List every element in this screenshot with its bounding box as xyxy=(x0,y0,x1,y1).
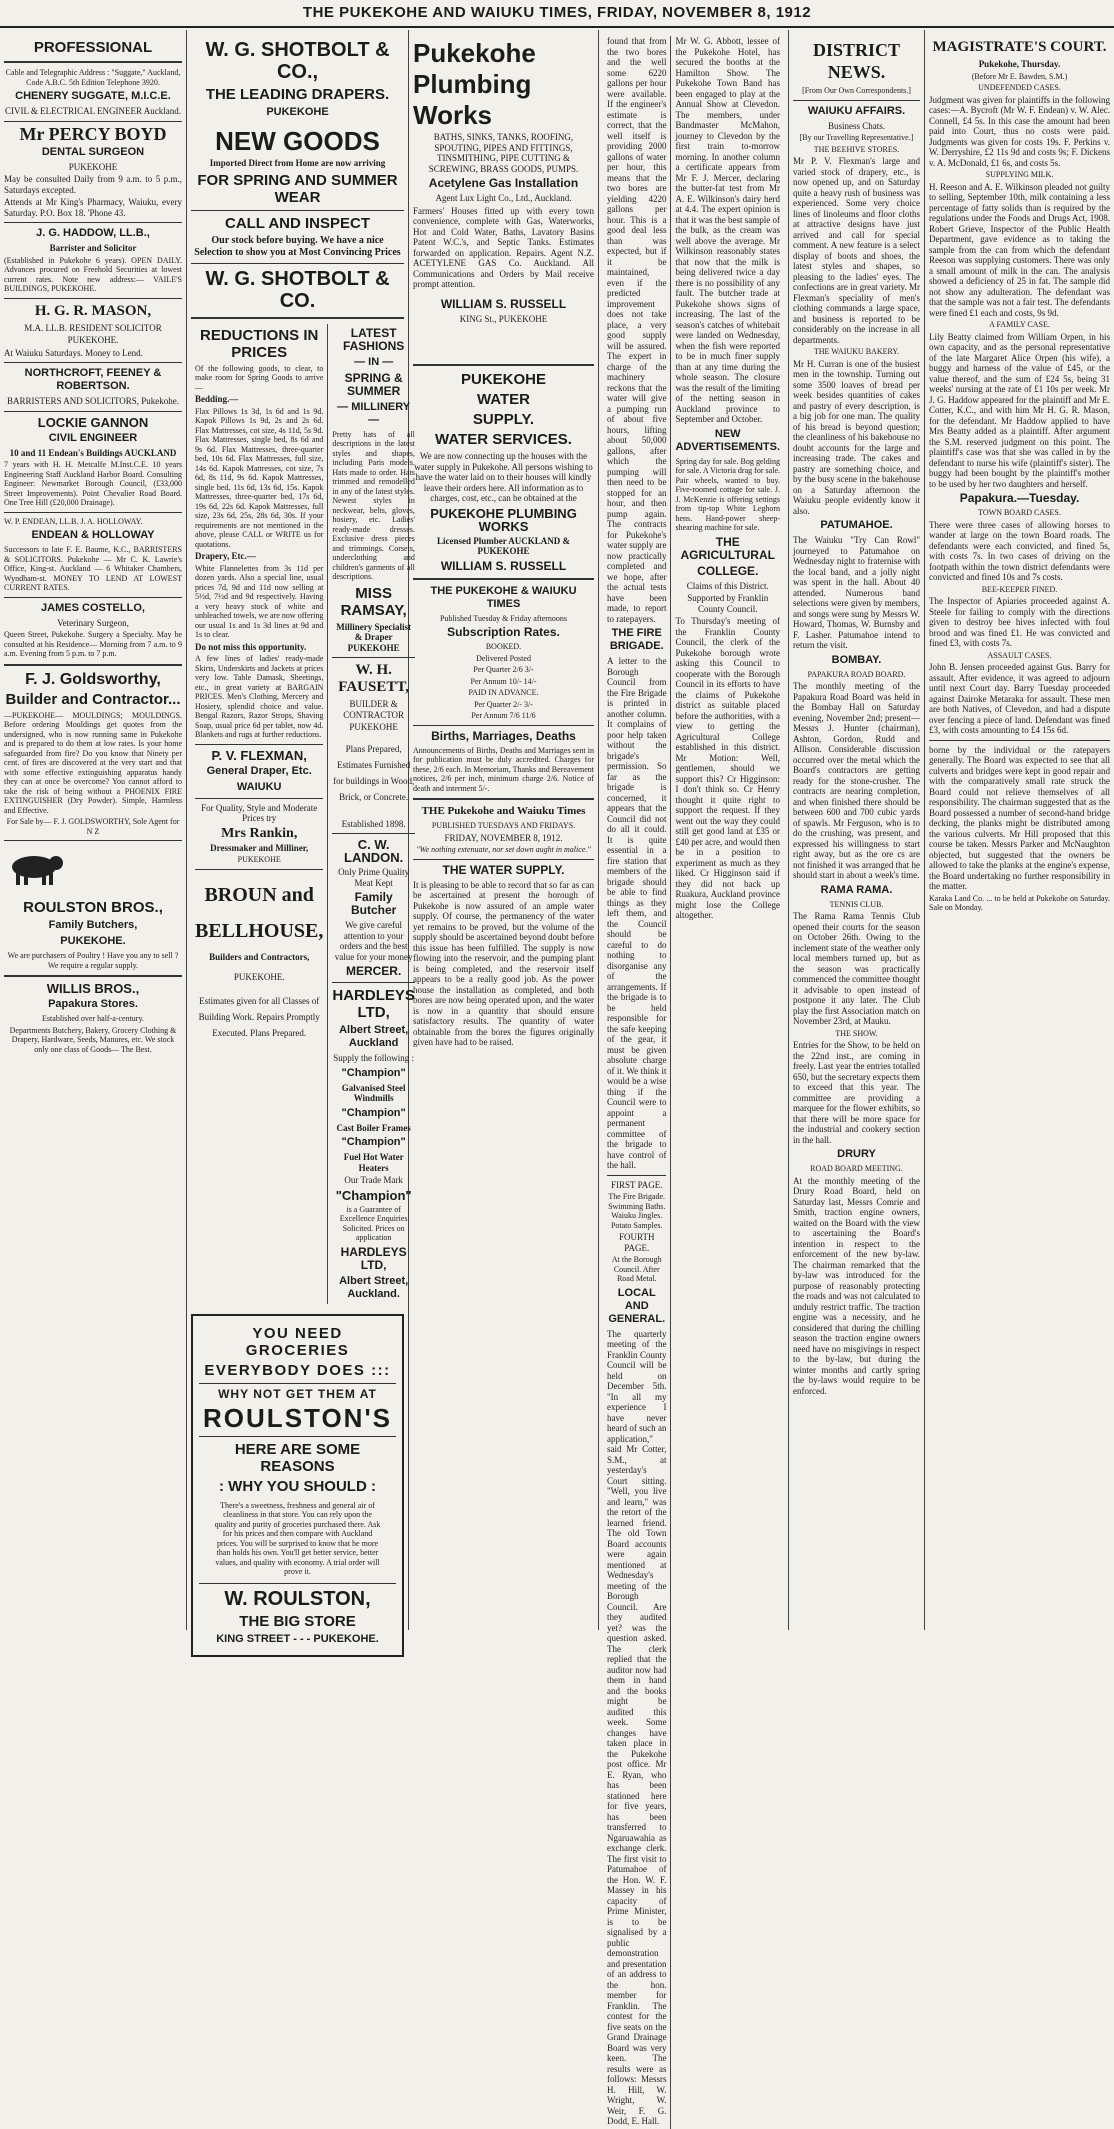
ad-text: There's a sweetness, freshness and general air of cleanliness in that store. You can rely upon the quality and purity of groceries purchased there. Ask for his prices and then compare with Auckland prices. You will be surprised to know that he more than holds his own. You'll get better service, better values, and quality with economy. A trial order will prove it. xyxy=(214,1500,381,1576)
ad-title: Papakura Stores. xyxy=(48,998,138,1010)
divider xyxy=(793,100,920,101)
ad-text: (Established in Pukekohe 6 years). OPEN DAILY. Advances procured on Freehold Securities at lowest current rates. Note new address:— VAILE'S BUILDINGS, PUKEKOHE. xyxy=(4,255,182,293)
news-columns xyxy=(603,36,784,2129)
article-subhead: UNDEFENDED CASES. xyxy=(978,83,1061,92)
ad-text: Galvanised Steel Windmills xyxy=(341,1082,406,1103)
news-left xyxy=(603,36,671,2129)
contents-heading: FIRST PAGE. xyxy=(610,1179,663,1190)
ad-title: Builders and Contractors, xyxy=(209,951,310,962)
ad-title: THE LEADING DRAPERS. xyxy=(205,86,390,103)
births-text: Announcements of Births, Deaths and Marriages sent in for publication must be duly accredited. Charges for these, 2/6 each. In Memoriam, Thanks and Bereavement notices, 2/6 per inch, minimum charge 2/6. Notice of death and interment 5/-. xyxy=(413,745,594,793)
divider xyxy=(199,1383,396,1384)
article-text: Entries for the Show, to be held on the 22nd inst., are coming in freely. Last year the entries totalled 650, but the secretary expects them to exceed that this year. The committee are providing a marquee for the flower exhibits, so that there will be more space for the industrial and cookery section in the hall. xyxy=(793,1040,920,1145)
ad-text: White Flannelettes from 3s 11d per dozen yards. Also a special line, usual prices 7d, 9d and 11d now selling at 5½d, 7½d and 9d respectively. Having a very heavy stock of white and unbleached towels, we are now offering our usual 1s and 1s 3d lines at 9d and 1s to clear. xyxy=(195,563,324,639)
ad-name: WILLIAM S. RUSSELL xyxy=(440,296,567,311)
divider xyxy=(195,869,323,870)
column-professional xyxy=(0,34,186,1630)
ad-headline: HERE ARE SOME REASONS xyxy=(234,1440,361,1475)
divider xyxy=(929,740,1110,741)
ad-name: HARDLEYS LTD, xyxy=(332,987,415,1021)
ad-product: "Champion" xyxy=(341,1066,406,1079)
ad-text: —PUKEKOHE— MOULDINGS; MOULDINGS. Before ordering Mouldings get quotes from the undersigned, who is now running same in Pukekohe and is prepared to do them at low rates. Is your home safeguarded from fire? Do you know that Ninety per cent. of fires are discovered at the very start and that with some effective extinguishing apparatus handy they can at once be overcome? You cannot afford to take the risk of being without a PHOENIX FIRE EXTINGUISHER (Dry Powder). Simple, Harmless and Effective. xyxy=(4,710,182,815)
article-heading: DRURY xyxy=(837,1148,876,1160)
divider xyxy=(332,982,415,983)
article-text: The quarterly meeting of the Franklin County Council will be held on December 5th. "In all my experience I have never heard of such an application," said Mr Cotter, S.M., at yesterday's Court sitting. "Well, you live and learn," was the retort of the learned friend. The old Town Board accounts were again mentioned at Wednesday's meeting of the Borough Council. Are they audited yet? was the question asked. The clerk replied that the auditor now had them in hand and the books might be audited this week. Some changes have taken place in the Pukekohe post office. Mr E. Ryan, who has been stationed here for five years, has been transferred to Ngaruawahia as exchange clerk. The first visit to Patumahoe of the Hon. W. F. Massey in his capacity of Prime Minister, is to be signalised by a public demonstration and presentation of an address to the hon. member for Franklin. The contest for the five seats on the Grand Drainage Board was very keen. The results were as follows: Messrs H. Hill, W. Wright, W. Weir, F. G. Dodd, E. Hall. xyxy=(607,1328,667,2126)
rates-text: Per Quarter 2/- 3/- xyxy=(474,699,533,709)
ad-subhead: Bedding.— xyxy=(195,394,239,404)
article-heading: PATUMAHOE. xyxy=(820,519,893,531)
rates-text: Per Annum 10/- 14/- xyxy=(470,676,537,686)
divider xyxy=(4,362,182,363)
article-subhead: THE SHOW. xyxy=(835,1028,878,1038)
divider xyxy=(332,657,415,658)
newspaper-text: PUBLISHED TUESDAYS AND FRIDAYS. xyxy=(431,821,576,830)
issue-date: FRIDAY, NOVEMBER 8, 1912. xyxy=(444,832,563,843)
ad-text: Successors to late F. E. Baume, K.C., BARRISTERS & SOLICITORS. Pukekohe — Mr C. K. Lawrie's Office, King-st. Auckland — 6 Whitaker Chambers, Wyndham-st. MONEY TO LEND AT LOWEST CURRENT RATES. xyxy=(4,545,182,592)
section-heading: MAGISTRATE'S COURT. xyxy=(932,39,1107,55)
ad-text: Queen Street, Pukekohe. Surgery a Specialty. May be consulted at his Residence— Morning from 7 a.m. to 9 a.m. Evening from 5 p.m. to 7 p.m. xyxy=(4,630,182,658)
article-text: John B. Jensen proceeded against Gus. Barry for assault. After evidence, it was agreed to adjourn until next Court day. Barry Tuesday proceeded against Dairoke Metaraka for assault. These men are both Natives, of Clevedon, and had a dispute over fencing a piece of land. Defendant was fined £3, with costs amounting to £4 15s 6d. xyxy=(929,662,1110,735)
ad-headline: SPRING & SUMMER xyxy=(344,370,403,398)
article-subhead: A FAMILY CASE. xyxy=(989,320,1050,329)
ad-name: ENDEAN & HOLLOWAY xyxy=(31,529,155,541)
ad-name: LOCKIE GANNON xyxy=(37,414,149,430)
ad-text: We are purchasers of Poultry ! Have you any to sell ? We require a regular supply. xyxy=(7,951,179,970)
ad-name: PUKEKOHE PLUMBING WORKS xyxy=(430,505,577,534)
reductions-ad xyxy=(191,324,328,1304)
ad-name: ROULSTON BROS., xyxy=(23,899,163,916)
column-drapers xyxy=(187,34,415,1645)
ad-headline: REDUCTIONS IN PRICES xyxy=(200,326,319,361)
ad-name: MISS RAMSAY, xyxy=(340,584,407,619)
ad-headline: ROULSTON'S xyxy=(203,1402,392,1433)
article-text: found that from the two bores and the well some 6220 gallons per hour were available. If the engineer's estimate is correct, that the well itself is providing 2000 gallons of water per hour, this means that the two bores are yielding 4220 gallons per hour. This is a good deal less than was expected, but if it be maintained, even if the predicted improvement does not take place, a very good supply will be assured. The expert in charge of the machinery reckons that the water will give a pumping run of about five hours, lifting about 50,000 gallons, after which the pumping will then need to be stopped for an hour, and then pump again. The contracts for Pukekohe's water supply are now practically completed and we hope, after the actual tests have been made, to report to ratepayers. xyxy=(607,36,667,624)
ad-headline: — IN — xyxy=(354,355,394,368)
ad-title: Albert Street, Auckland. xyxy=(339,1274,409,1300)
ad-name: NORTHCROFT, FEENEY & ROBERTSON. xyxy=(24,367,162,392)
divider xyxy=(413,364,594,366)
ad-title: Veterinary Surgeon, xyxy=(57,617,129,628)
divider xyxy=(199,1436,396,1437)
fashions-ad xyxy=(328,324,419,1304)
ad-title: Barrister and Solicitor xyxy=(49,243,137,253)
ad-place: KING STREET - - - PUKEKOHE. xyxy=(216,1632,379,1645)
divider xyxy=(413,725,594,726)
article-text: H. Reeson and A. E. Wilkinson pleaded not guilty to selling, September 10th, milk containing a less percentage of fatty solids than is required by the regulations under the Foods and Drugs Act, 1908. Robert Grieve, Inspector of the Public Health Department, gave evidence as to taking the sample from the can from which the defendant Reeson was supplying customers. There was only a small amount of milk in the can. The analysis showed a deficiency of 25 in fat. The sample did not show any adulteration. The defendant was that the sample was not a fair test. The defendants were fined £1 each and costs, 9s 9d. xyxy=(929,181,1110,318)
ad-text: CIVIL & ELECTRICAL ENGINEER Auckland. xyxy=(4,106,182,116)
ad-text: A few lines of ladies' ready-made Skirts, Underskirts and Jackets at prices very low. Table Damask, Sheetings, etc., in great variety at BARGAIN PRICES. Men's Clothing, Mercery and Hosiery, splendid choice and value. Bengal Razors, Razor Strops, Shaving Soap, usual price 6d per tablet, now 4d. Blankets and rugs at further reductions. xyxy=(195,654,324,739)
column-court xyxy=(925,34,1114,1630)
article-subhead: (Before Mr E. Bawden, S.M.) xyxy=(971,71,1068,81)
ad-place: PUKEKOHE. xyxy=(233,972,285,982)
divider xyxy=(4,298,182,299)
ad-name: Plumbing xyxy=(413,69,532,99)
article-subhead: Pukekohe, Thursday. xyxy=(978,59,1061,69)
ad-title: THE BIG STORE xyxy=(239,1612,356,1630)
ad-title: DENTAL SURGEON xyxy=(41,145,145,158)
divider xyxy=(191,263,404,264)
ad-product: "Champion" xyxy=(341,1136,406,1148)
ad-name: BROUN and xyxy=(204,883,314,906)
divider xyxy=(4,840,182,841)
ad-text: BARRISTERS AND SOLICITORS, Pukekohe. xyxy=(6,396,180,406)
ad-text: Pretty hats of all descriptions in the latest styles and shapes, including Paris models. Hats made to order. Hats trimmed and remodelled in any of the latest styles. Newest styles in neckwear, belts, gloves, hosiery, etc. Ladies' ready-made dresses. Exclusive dress pieces and trimmings. Corsets, underclothing and children's garments of all descriptions. xyxy=(332,429,415,581)
ad-text: Of the following goods, to clear, to make room for Spring Goods to arrive— xyxy=(195,363,324,392)
ad-text: We give careful attention to your orders and the best value for your money xyxy=(334,920,413,962)
ad-text: Established over half-a-century. xyxy=(42,1014,144,1023)
divider xyxy=(413,859,594,860)
article-text: Mr H. Curran is one of the busiest men in the township. Turning out some 3500 loaves of bread per week besides quantities of cakes and pastry of every description, is a big job for one man. The quality of his bread is beyond question; the cleanliness of his bakehouse no doubt accounts for the large and increasing trade. The cakes and pastry are something choice, and by the busy scene in the bakehouse on a Saturday afternoon the Waiuku people evidently know it also. xyxy=(793,358,920,516)
rates-text: Delivered Posted xyxy=(476,653,531,663)
section-heading: DISTRICT NEWS. xyxy=(812,40,901,82)
article-subhead: Claims of this District. xyxy=(686,580,769,591)
ad-name: SUPPLY. xyxy=(472,411,535,428)
ad-place: PUKEKOHE xyxy=(266,106,329,118)
ad-headline: EVERYBODY DOES ::: xyxy=(204,1361,391,1379)
article-subhead: ASSAULT CASES. xyxy=(987,650,1052,660)
ad-name: Pukekohe xyxy=(413,38,536,68)
ad-title: CIVIL ENGINEER xyxy=(48,431,138,444)
article-text: The monthly meeting of the Papakura Road Board was held in the Bombay Hall on Saturday evening, November 2nd; present—Messrs J. Hunter (chairman), Ashton, Gordon, Rudd and Allison. Considerable discussion occurred over the metal which the Board's contractors are getting ready for the stone-crusher. The contracts are nearing completion, and when finished there should be between 600 and 700 cubic yards of spawls. Mr Ferguson, who is to do the crushing, was present, and expressed his willingness to start right away, but as the ore cs are not finished it was arranged that he should start in about a week's time. xyxy=(793,681,920,880)
ad-name: WILLIAM S. RUSSELL xyxy=(440,558,567,573)
article-subhead: THE WAIUKU BAKERY. xyxy=(813,347,900,356)
ad-text: Supply the following : xyxy=(333,1053,415,1063)
ad-text: Fuel Hot Water Heaters xyxy=(343,1152,404,1173)
newspaper-title: THE Pukekohe and Waiuku Times xyxy=(421,805,586,817)
bull-icon xyxy=(4,849,66,887)
ad-headline: YOU NEED GROCERIES xyxy=(245,1324,350,1359)
ad-name: C. W. LANDON. xyxy=(344,837,404,865)
subscription-heading: Subscription Rates. xyxy=(447,625,560,639)
ad-name: W. G. SHOTBOLT & CO. xyxy=(205,267,390,312)
article-subhead: [By our Travelling Representative.] xyxy=(799,133,914,142)
ad-text: BATHS, SINKS, TANKS, ROOFING, SPOUTING, PIPES AND FITTINGS, TINSMITHING, PIPE CUTTING & SCREWING, BRASS GOODS, PUMPS. xyxy=(428,132,579,174)
rates-text: Per Quarter 2/6 3/- xyxy=(473,665,534,674)
ad-text: PUKEKOHE. xyxy=(67,335,119,345)
rates-text: BOOKED. xyxy=(485,642,522,651)
contents-heading: FOURTH PAGE. xyxy=(619,1232,655,1253)
ad-headline: WHY NOT GET THEM AT xyxy=(218,1386,377,1401)
ad-title: Builder and Contractor... xyxy=(5,690,181,708)
ad-text: Cable and Telegraphic Address : "Suggate," Auckland, Code A.B.C. 5th Edition Telephone 3920. xyxy=(5,68,181,87)
ad-text: We are now connecting up the houses with the water supply in Pukekohe. All persons wishing to have the water laid on to their houses will kindly leave their orders here. All information as to charges, cost, etc., can be obtained at the xyxy=(414,451,593,503)
article-heading: WAIUKU AFFAIRS. xyxy=(807,104,906,117)
divider xyxy=(4,121,182,122)
ad-text: Plans Prepared, Estimates Furnished for buildings in Wood, Brick, or Concrete. xyxy=(333,743,415,802)
masthead: THE PUKEKOHE AND WAIUKU TIMES, FRIDAY, NOVEMBER 8, 1912 xyxy=(0,0,1114,28)
ad-name: H. G. R. MASON, xyxy=(34,302,152,319)
article-heading: Papakura.—Tuesday. xyxy=(959,491,1080,505)
ad-name: W. G. SHOTBOLT & CO., xyxy=(205,39,390,83)
roulston-groceries-ad xyxy=(191,1314,404,1657)
article-subhead: THE BEEHIVE STORES. xyxy=(813,144,900,154)
article-text: There were three cases of allowing horses to wander at large on the town Board roads. The defendants were each convicted, and fined 5s, with costs 7s. In two cases of driving on the footpath within the town district defendants were convicted and fined 10s and 7s costs. xyxy=(929,519,1110,582)
ad-headline: WATER SERVICES. xyxy=(435,431,572,448)
column-plumbing xyxy=(409,34,598,1630)
article-heading: LOCAL AND GENERAL. xyxy=(608,1286,666,1325)
ad-text: Farmers' Houses fitted up with every town convenience, complete with Gas, Waterworks, Hot and Cold Water, Baths, Lavatory Basins Patent W.C.'s, and Septic Tanks. Estimates forwarded on application. Repairs. Agent N.Z. ACETYLENE GAS Co. Auckland. All Communications and Orders by Mail receive prompt attention. xyxy=(413,205,594,289)
article-text: borne by the individual or the ratepayers generally. The Board was expected to see that all culverts and bridges were kept in good repair and with the comparatively small rate struck the Board could not relieve themselves of all responsibility. The chairman suggested that as the Board possessed a number of second-hand bridge decking, the planks might be distributed among the various culverts. Mr Hill proposed that this course be taken. Messrs Parker and McNaughton objected, but suggested that the owners be allowed to take the planks at the engine's expense, the Board undertaking no further responsibility in the matter. xyxy=(929,744,1110,891)
ad-place: PUKEKOHE xyxy=(349,722,398,732)
contents-text: At the Borough Council. After Road Metal. xyxy=(611,1255,662,1283)
divider xyxy=(4,664,182,666)
ad-headline: FOR SPRING AND SUMMER WEAR xyxy=(197,171,398,206)
ad-name: CHENERY SUGGATE, M.I.C.E. xyxy=(15,90,171,102)
ad-subhead: Drapery, Etc.— xyxy=(195,551,256,561)
rates-text: Per Annum 7/6 11/6 xyxy=(471,711,536,720)
ad-name: WILLIS BROS., xyxy=(46,981,140,996)
ad-name: HARDLEYS LTD, xyxy=(340,1244,407,1272)
ad-text: W. P. ENDEAN, LL.B. J. A. HOLLOWAY. xyxy=(4,516,143,526)
ad-text: Only Prime Quality Meat Kept xyxy=(338,867,410,888)
ad-product: "Champion" xyxy=(335,1187,412,1203)
ad-name: Works xyxy=(413,100,492,130)
ad-headline: : WHY YOU SHOULD : xyxy=(219,1477,376,1495)
divider xyxy=(413,798,594,800)
divider xyxy=(332,833,415,834)
ad-title: Dressmaker and Milliner, xyxy=(210,842,309,853)
ad-text: Our stock before buying. We have a nice Selection to show you at Most Convincing Prices xyxy=(194,234,401,258)
article-text: The Inspector of Apiaries proceeded against A. Steele for failing to comply with the directions given to destroy bee hives infected with foul brood and was fined £1. He was convicted and fined £3, with costs 7s. xyxy=(929,596,1110,648)
motto: "We nothing extenuate, nor set down aught in malice." xyxy=(416,845,591,854)
article-heading: THE WATER SUPPLY. xyxy=(442,862,565,877)
ad-name: BELLHOUSE, xyxy=(195,919,324,942)
article-text: The Waiuku "Try Can Rowl" journeyed to Patumahoe on Wednesday night to fraternise with the local band, and a jolly night was spent in the hall. About 40 attended. Numerous band selections were given by members, and songs were sung by Messrs W. Howard, Thomas, W. Burnsby and F. Lasher. Patumahoe intend to return the visit. xyxy=(793,535,920,650)
article-text: Karaka Land Co. ... to be held at Pukekohe on Saturday. Sale on Monday. xyxy=(929,893,1110,912)
ad-headline: CALL AND INSPECT xyxy=(224,214,370,232)
ad-text: KING St., PUKEKOHE xyxy=(459,313,548,324)
section-heading: PROFESSIONAL xyxy=(33,39,153,56)
ad-place: PUKEKOHE. xyxy=(60,935,126,947)
news-right xyxy=(671,36,784,2129)
article-heading: COLLEGE. xyxy=(697,563,759,578)
ad-name: W. ROULSTON, xyxy=(224,1587,371,1610)
article-subhead: Supported by Franklin County Council. xyxy=(687,593,769,614)
ad-headline: Acetylene Gas Installation xyxy=(428,176,579,190)
ad-product: "Champion" xyxy=(341,1106,406,1119)
ad-text: Attends at Mr King's Pharmacy, Waiuku, every Saturday. P.O. Box 18. 'Phone 43. xyxy=(4,197,182,218)
ad-name: PUKEKOHE xyxy=(460,371,546,388)
article-heading: RAMA RAMA. xyxy=(820,883,893,896)
divider xyxy=(4,597,182,598)
article-subhead: Business Chats. xyxy=(827,120,885,131)
ad-name: WATER xyxy=(476,391,531,408)
article-heading: THE AGRICULTURAL xyxy=(680,534,775,562)
article-subhead: BEE-KEEPER FINED. xyxy=(981,584,1058,594)
ad-name: J. G. HADDOW, LL.B., xyxy=(36,227,150,239)
column-district-news xyxy=(789,34,924,1630)
divider xyxy=(191,317,404,319)
article-subhead: SUPPLYING MILK. xyxy=(985,170,1054,179)
article-subhead: TENNIS CLUB. xyxy=(829,899,884,909)
ad-text: Established 1898. xyxy=(341,818,406,829)
divider xyxy=(195,744,323,745)
divider xyxy=(4,222,182,223)
article-subhead: ROAD BOARD MEETING. xyxy=(810,1164,903,1173)
ad-text: Agent Lux Light Co., Ltd., Auckland. xyxy=(435,193,572,203)
ad-text: Imported Direct from Home are now arriving xyxy=(209,158,386,168)
divider xyxy=(4,411,182,412)
ad-text: 10 and 11 Endean's Buildings AUCKLAND xyxy=(9,447,177,458)
ad-text: 7 years with H. H. Metcalfe M.Inst.C.E. 10 years Engineering Staff Auckland Harbor Board. Consulting Engineer: Newmarket Borough Council, (£33,000 Street Improvements). Point Chevalier Road Board. One Tree Hill (£20,000 Drainage). xyxy=(4,460,182,507)
article-subhead: TOWN BOARD CASES. xyxy=(978,508,1061,517)
article-text: A letter to the Borough Council from the Fire Brigade is printed in another column. It complains of poor help taken without the brigade's permission. So far as the brigade is concerned, it appears that the Council did not do all it could. It is quite essential in a fire station that members of the brigade should be able to find things as they left them, and the Council should be careful to do nothing to disorganise any of the arrangements. If the brigade is to be held responsible for the safe keeping of the gear, it must be given absolute charge of it. We think it would be a wise thing if the Council were to appoint a permanent committee of the brigade to have control of the hall. xyxy=(607,656,667,1170)
ad-title: General Draper, Etc. xyxy=(206,764,312,777)
ad-place: WAIUKU xyxy=(236,780,282,793)
divider xyxy=(4,512,182,513)
ad-text: For Sale by— F. J. GOLDSWORTHY, Sole Agent for N Z xyxy=(6,817,180,836)
divider xyxy=(4,975,182,977)
contents-text: The Fire Brigade. Swimming Baths. Waiuku Jingles. Potato Samples. xyxy=(608,1192,666,1230)
ad-title: BUILDER & CONTRACTOR xyxy=(343,699,405,720)
rates-text: PAID IN ADVANCE. xyxy=(468,688,539,697)
ad-text: Cast Boiler Frames xyxy=(336,1122,411,1133)
ad-title: Albert Street, Auckland xyxy=(339,1024,409,1049)
divider xyxy=(195,798,323,799)
divider xyxy=(413,578,594,580)
article-text: The Rama Rama Tennis Club opened their courts for the season on October 26th. Owing to the inclement state of the weather only local members turned up, but as the season was practically commenced the committee thought it advisable to open instead of postpone it any later. The Club play the first Association match on November 23rd, at Mauku. xyxy=(793,911,920,1026)
ad-headline: NEW GOODS xyxy=(215,126,380,156)
ad-title: M.A. LL.B. RESIDENT SOLICITOR xyxy=(24,322,162,333)
ad-name: JAMES COSTELLO, xyxy=(41,601,145,614)
article-heading: THE FIRE BRIGADE. xyxy=(609,627,664,652)
article-text: At the monthly meeting of the Drury Road Board, held on Saturday last, Messrs Comrie and Smith, traction engine owners, waited on the Board with the view to ascertaining the Board's intention in respect to the enforcement of the new by-law. The chairman remarked that the by-law was introduced for the purpose of reasonably protecting the roads and was not calculated to unduly restrict traffic. The traction engine was a necessity, and he considered that during the chilling season the traction engine owners need have no misgivings in respect to the by-law, but during the winter months and cartly spring the by-laws would require to be enforced. xyxy=(793,1175,920,1396)
ad-text: PUKEKOHE xyxy=(68,161,118,172)
ad-text: May be consulted Daily from 9 a.m. to 5 p.m., Saturdays excepted. xyxy=(4,174,182,195)
ad-name: Mrs Rankin, xyxy=(221,825,298,841)
ad-place: MERCER. xyxy=(345,964,402,978)
column-local-news xyxy=(599,34,788,2126)
ad-title: Family Butchers, xyxy=(48,919,138,931)
section-subhead: [From Our Own Correspondents.] xyxy=(802,86,911,95)
article-text: Mr W. G. Abbott, lessee of the Pukekohe Hotel, has secured the booths at the Hamilton Show. The Pukekohe Town Band has been engaged to play at the Annual Show at Clevedon. The members, under Bandmaster McMahon, journey to Clevedon by the first train to-morrow morning. In another column a certificate appears from Mr F. J. Mercer, declaring the butter-fat test from Mr A. E. Wilkinson's dairy herd at 4.4. The expert opinion is that it was the best sample of the bulk, as the cream was well above the average. Mr Wilkinson reasonably states that now that the milk is being delivered twice a day there is no possibility of any fault. The butcher trade at Pukekohe shows signs of increasing. The last of the season's catches of whitebait were landed on Wednesday, when the fish were reported to be in much finer supply than at any time during the whole season. The closure was the result of the limiting of the netting season in Auckland province to September and October. xyxy=(675,36,780,424)
ad-text: is a Guarantee of Excellence Enquiries Solicited. Prices on application xyxy=(339,1204,408,1242)
article-text: Spring day for sale. Bog gelding for sale. A Victoria drag for sale. Pair wheels, wanted to buy. Five-roomed cottage for sale. J. J. McKenzie is offering settings from tip-top White Leghorn hens. Hand-power sheep-shearing machine for sale. xyxy=(675,456,780,532)
article-text: Mr P. V. Flexman's large and varied stock of drapery, etc., is now opened up, and on Saturday quite a heavy rush of business was experienced. Some very choice lines of linoleums and floor cloths at attractive designs have just arrived and call for special comment. A new feature is a select display of boots and shoes, the latest styles and shapes, so pleasing to the ladies' eyes. The confections are in great variety. Mr Flexman's speciality of men's clothing commands a large space, and business is reported to be considerably on the increase in all departments. xyxy=(793,156,920,345)
ad-text: At Waiuku Saturdays. Money to Lend. xyxy=(4,347,143,358)
ad-text: For Quality, Style and Moderate Prices try xyxy=(201,802,318,823)
ad-title: Millinery Specialist & Draper PUKEKOHE xyxy=(336,621,412,653)
article-text: It is pleasing to be able to record that so far as can be ascertained at present the borough of Pukekohe is now assured of an ample water supply. Of course, the permanency of the water yet remains to be proved, but the volume of the supply should be ascertained beyond doubt before this issue has been fulfilled. The supply is now flowing into the reservoir, and the pumping plant is being completed, and the reservoir itself appears to be a really good job. As the power house the installation as completed, and both bores are now being operated upon, and the water is now in a quantity that should ensure satisfactory results. The quantity of water obtainable from the bores the figures originally given have had to be raised. xyxy=(413,879,594,1047)
ad-name: F. J. Goldsworthy, xyxy=(25,670,161,688)
ad-text: Departments Butchery, Bakery, Grocery Clothing & Drapery, Hardware, Seeds, Manures, etc. We stock only one class of Goods— The Best. xyxy=(9,1025,177,1054)
article-text: To Thursday's meeting of the Franklin County Council, the clerk of the Pukekohe borough wrote asking this Council to cooperate with the Borough Council in its efforts to have the claims of Pukekohe district as suitable placed before the authorities, with a view to getting the Agricultural College established in this district. Mr Motion: Well, gentlemen, should we support this? Cr Higginson: I don't think so. Cr Henry thought it quite right to support the request. If they went out the way they could still get good land at £35 or £40 per acre, and would then be in a position to experiment as much as they liked. Cr Higginson said if they did not back up Ruakura, Auckland province might lose the College altogether. xyxy=(675,616,780,920)
ad-text: Flax Pillows 1s 3d, 1s 6d and 1s 9d. Kapok Pillows 1s 9d, 2s and 2s 6d. Flax Mattresses, cot size, 4s 11d, 5s 9d. Flax Mattresses, single bed, 8s 6d and 9s 6d. Flax Mattresses, three-quarter bed, 10s 6d. Flax Mattresses, full size, 14s 6d. Kapok Mattresses, cot size, 7s 6d, 8s 11d, 9s 6d. Kapok Mattresses, single bed, 11s 6d, 13s 6d, 15s. Kapok Mattresses, three-quarter bed, 17s 6d, 19s 6d, 22s 6d. Kapok Mattresses, full size, 23s 6d, 25s, 28s 6d, 30s. If your requirements are not mentioned in the above, please CALL or WRITE us for quotations. xyxy=(195,406,324,549)
divider xyxy=(199,1583,396,1584)
article-heading: NEW ADVERTISEMENTS. xyxy=(675,427,780,453)
ad-name: Mr PERCY BOYD xyxy=(19,123,167,144)
article-text: Lily Beatty claimed from William Orpen, in his own capacity, and as the personal representative of the late Margaret Alice Orpen (his wife), a buggy and harness of the value of £45, or the value thereof, and the sum of £24 5s, being 31 weeks' nursing at the rate of £1 10s per week. Mr J. G. Haddow appeared for the plaintiff and Mr E. Cotter, K.C., and with him Mr H. G. R. Mason, for the defendant. Mr Haddow applied to have Mrs Beatty added as a plaintiff. After argument the S.M. reserved judgment on this point. The plaintiff's case was that she was called in by the defendant to nurse his wife (plaintiff's sister). The buggy had been bought by the plaintiff's mother to be used by her two daughters and herself. xyxy=(929,331,1110,489)
ad-name: P. V. FLEXMAN, xyxy=(211,747,307,763)
two-column-ads xyxy=(191,324,415,1304)
ad-text: Estimates given for all Classes of Building Work. Repairs Promptly Executed. Plans Prepared. xyxy=(198,995,320,1038)
ad-text: Licensed Plumber AUCKLAND & PUKEKOHE xyxy=(436,535,571,556)
ad-name: W. H. FAUSETT, xyxy=(338,662,409,695)
article-heading: BOMBAY. xyxy=(831,653,882,666)
ad-subhead: Do not miss this opportunity. xyxy=(195,641,307,652)
divider xyxy=(191,210,404,211)
newspaper-text: Published Tuesday & Friday afternoons xyxy=(439,613,568,623)
ad-text: Our Trade Mark xyxy=(344,1175,403,1185)
article-text: Judgment was given for plaintiffs in the following cases:—A. Bycroft (Mr W. F. Endean) v. W. Alec. Connell, £4 5s. In this case the amount had been paid into Court, thus no costs were paid. Judgments was given for costs 19s. F. Perkins v. W. Derryshire, £2 11s 9d and costs 9s; F. Dickens v. A. McDonald, £1 6s, and costs 5s. xyxy=(929,94,1110,168)
article-subhead: PAPAKURA ROAD BOARD. xyxy=(807,669,906,679)
ad-headline: — MILLINERY — xyxy=(337,400,411,426)
divider xyxy=(4,61,182,63)
ad-title: Family Butcher xyxy=(350,890,397,917)
ad-headline: LATEST FASHIONS xyxy=(342,325,405,353)
ad-place: PUKEKOHE xyxy=(237,855,281,864)
newspaper-title: THE PUKEKOHE & WAIUKU TIMES xyxy=(430,584,577,610)
divider xyxy=(607,1175,666,1176)
births-heading: Births, Marriages, Deaths xyxy=(431,728,576,743)
